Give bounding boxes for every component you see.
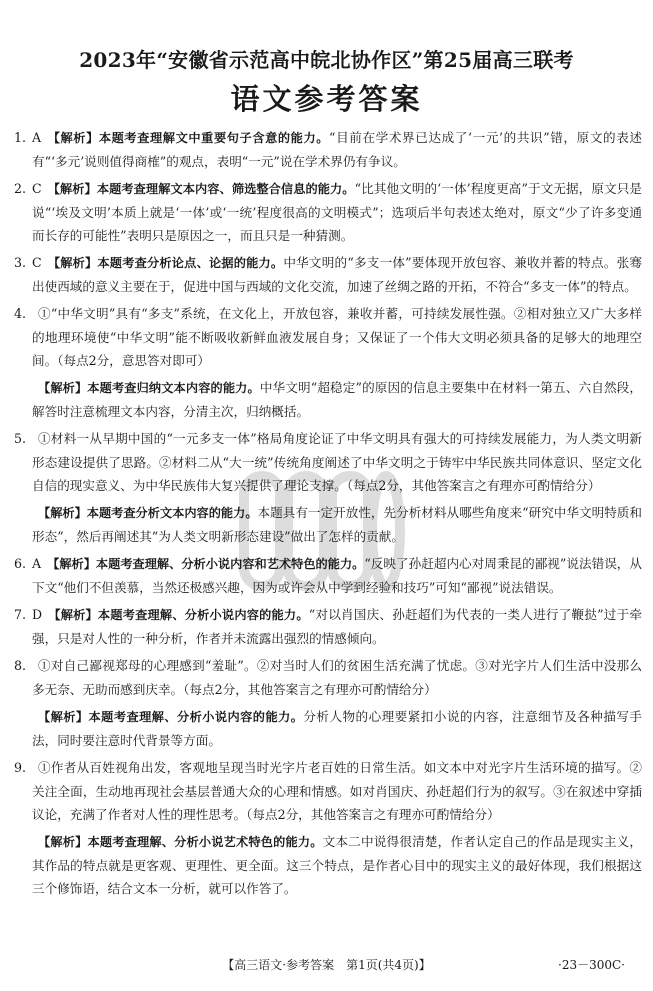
answer-text: 文本二中说得很清楚，作者认定自己的作品是现实主义，其作品的特点就是更客观、更理性、更全面。这三个特点，是作者心目中的现实主义的最好体现，我们根据这三个修饰语，结合文本一分析，就可以作答了。 xyxy=(32,834,643,896)
question-number: 4. xyxy=(14,306,27,321)
analysis-label: 【解析】本题考查归纳文本内容的能力。 xyxy=(38,381,260,395)
page-footer xyxy=(0,956,653,976)
answer-text: ①作者从百姓视角出发，客观地呈现当时光字片老百姓的日常生活。如文本中对光字片生活环境的描写。②关注全面，生动地再现社会基层普通大众的心理和情感。如对肖国庆、孙赶超们行为的叙写。③在叙述中穿插议论，充满了作者对人性的理性思考。（每点2分，其他答案言之有理亦可酌情给分） xyxy=(32,760,642,822)
exam-title: 2023年“安徽省示范高中皖北协作区”第25届高三联考 xyxy=(79,48,574,72)
answer-list xyxy=(14,126,642,904)
answer-text: 本题具有一定开放性，先分析材料从哪些角度来“研究中华文明特质和形态”，然后再阐述其“为人类文明新形态建设”做出了怎样的贡献。 xyxy=(32,505,642,544)
answer-choice: D xyxy=(32,607,43,622)
question-number: 3. xyxy=(14,255,27,270)
answer-text: “对以肖国庆、孙赶超们为代表的一类人进行了鞭挞”过于牵强，只是对人性的一种分析，作者并未流露出强烈的情感倾向。 xyxy=(32,607,642,646)
answer-item xyxy=(14,830,642,900)
answer-item xyxy=(14,177,642,247)
answer-item xyxy=(14,501,642,548)
answer-text: “目前在学术界已达成了‘一元’的共识”错，原文的表述有“‘多元’说则值得商榷”的观点，表明“一元”说在学术界仍有争议。 xyxy=(32,130,642,169)
analysis-label: 【解析】本题考查理解文本内容、筛选整合信息的能力。 xyxy=(47,182,355,196)
answer-item xyxy=(14,552,642,599)
answer-choice: A xyxy=(32,556,42,571)
question-number: 2. xyxy=(14,181,27,196)
question-number: 1. xyxy=(14,130,27,145)
question-number: 9. xyxy=(14,760,27,775)
answer-text: “反映了孙赶超内心对周秉昆的鄙视”说法错误，从下文“他们不但羡慕，当然还极感兴趣，因为或许会从中学到经验和技巧”可知“鄙视”说法错误。 xyxy=(32,556,642,595)
answer-item xyxy=(14,427,642,497)
analysis-label: 【解析】本题考查理解、分析小说内容的能力。 xyxy=(48,608,309,622)
answer-text: ①“中华文明”具有“多支”系统，在文化上，开放包容，兼收并蓄，可持续发展性强。②相对独立又广大多样的地理环境使“中华文明”能不断吸收新鲜血液发展自身；又保证了一个伟大文明必须具备的足够大的地理空间。（每点2分，意思答对即可） xyxy=(32,306,642,368)
answer-choice: C xyxy=(32,181,42,196)
answer-choice: A xyxy=(32,130,42,145)
answer-text: 中华文明的“多支一体”要体现开放包容、兼收并蓄的特点。张骞出使西域的意义主要在于，促进中国与西域的文化交流，加速了丝绸之路的开拓，不符合“多支一体”的特点。 xyxy=(32,255,642,294)
answer-choice: C xyxy=(32,255,42,270)
question-number: 8. xyxy=(14,658,27,673)
analysis-label: 【解析】本题考查理解、分析小说内容的能力。 xyxy=(38,710,304,724)
analysis-label: 【解析】本题考查理解、分析小说艺术特色的能力。 xyxy=(38,835,323,849)
document-title: 语文参考答案 xyxy=(230,82,423,116)
analysis-label: 【解析】本题考查理解、分析小说内容和艺术特色的能力。 xyxy=(47,557,365,571)
question-number: 5. xyxy=(14,431,27,446)
answer-item xyxy=(14,756,642,826)
answer-item xyxy=(14,126,642,173)
answer-item xyxy=(14,302,642,372)
answer-text: ①对自己鄙视郑母的心理感到“羞耻”。②对当时人们的贫困生活充满了忧虑。③对光字片人们生活中没那么多无奈、无助而感到庆幸。（每点2分，其他答案言之有理亦可酌情给分） xyxy=(32,658,642,697)
answer-text: “比其他文明的‘一体’程度更高”于文无据，原文只是说“‘埃及文明’本质上就是‘一体’或‘一统’程度很高的文明模式”；选项后半句表述太绝对，原文“少了许多变通而长存的可能性”表明只是原因之一，而且只是一种猜测。 xyxy=(32,181,643,243)
answer-item xyxy=(14,705,642,752)
footer-page-info: 【高三语文·参考答案 第1页(共4页)】 xyxy=(222,958,431,972)
analysis-label: 【解析】本题考查理解文中重要句子含意的能力。 xyxy=(47,131,330,145)
analysis-label: 【解析】本题考查分析论点、论据的能力。 xyxy=(47,256,284,270)
answer-item xyxy=(14,376,642,423)
question-number: 7. xyxy=(14,607,27,622)
answer-item xyxy=(14,251,642,298)
answer-text: 分析人物的心理要紧扣小说的内容，注意细节及各种描写手法，同时要注意时代背景等方面。 xyxy=(32,709,643,748)
answer-text: ①材料一从早期中国的“一元多支一体”格局角度论证了中华文明具有强大的可持续发展能力，为人类文明新形态建设提供了思路。②材料二从“大一统”传统角度阐述了中华文明之于铸牢中华民族共同体意识、坚定文化自信的现实意义、为中华民族伟大复兴提供了理论支撑。（每点2分，其他答案言之有理亦可酌情给分） xyxy=(32,431,642,493)
answer-item xyxy=(14,603,642,650)
question-number: 6. xyxy=(14,556,27,571)
analysis-label: 【解析】本题考查分析文本内容的能力。 xyxy=(38,506,258,520)
answer-text: 中华文明“超稳定”的原因的信息主要集中在材料一第五、六自然段，解答时注意梳理文本内容，分清主次，归纳概括。 xyxy=(32,380,642,419)
answer-item xyxy=(14,654,642,701)
footer-code: ·23－300C· xyxy=(558,958,625,972)
